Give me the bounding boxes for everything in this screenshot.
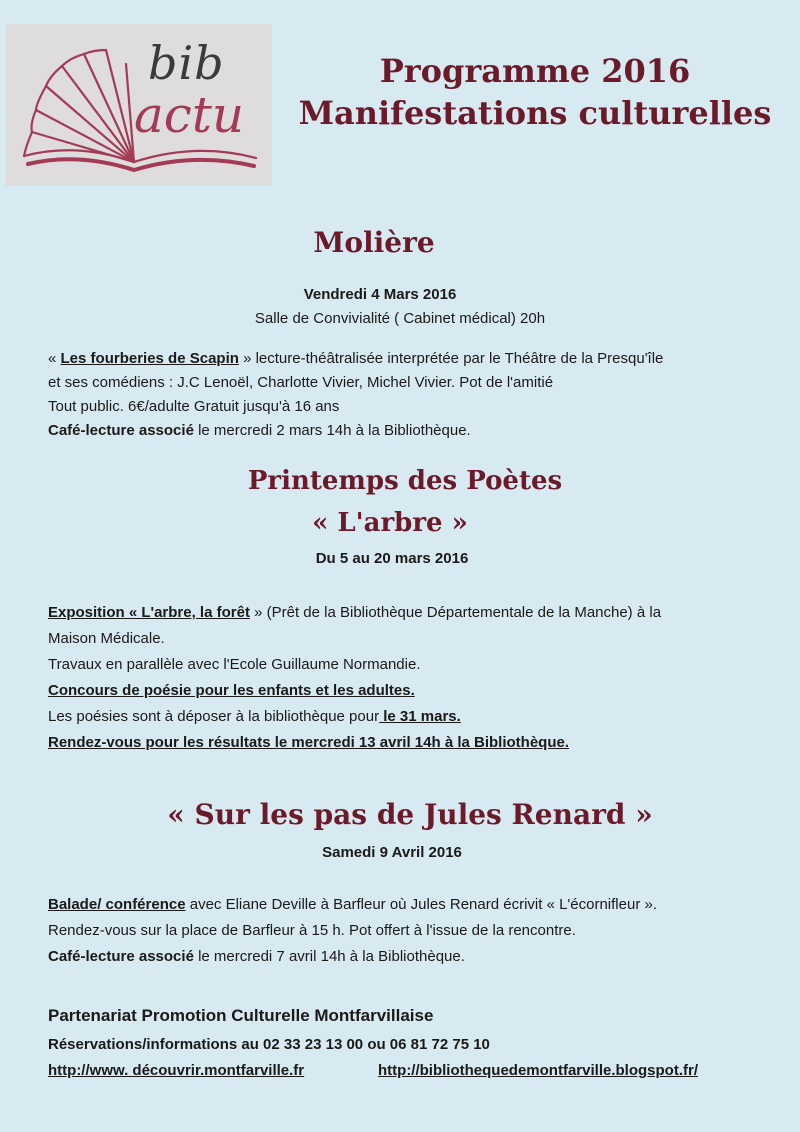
logo-word-bib: bib	[148, 36, 225, 90]
resultats-line: Rendez-vous pour les résultats le mercredi 13 avril 14h à la Bibliothèque.	[48, 734, 570, 751]
moliere-line-1	[48, 350, 663, 367]
moliere-date: Vendredi 4 Mars 2016	[303, 286, 457, 303]
scapin-title: Les fourberies de Scapin	[60, 350, 239, 367]
moliere-line-4-rest: le mercredi 2 mars 14h à la Bibliothèque.	[193, 422, 471, 439]
renard-line-1	[48, 896, 657, 913]
exposition-link: Exposition « L'arbre, la forêt	[48, 604, 250, 621]
arbre-heading: « L'arbre »	[312, 508, 468, 538]
cafe-lecture-label-2: Café-lecture associé	[48, 948, 194, 965]
deposit-text: Les poésies sont à déposer à la bibliothèque pour	[48, 708, 380, 725]
printemps-line-1	[48, 604, 661, 621]
printemps-line-5	[48, 708, 461, 725]
deposit-date: le 31 mars.	[379, 708, 461, 725]
phone-line: Réservations/informations au 02 33 23 13 00 ou 06 81 72 75 10	[48, 1036, 490, 1053]
quote-open: «	[48, 350, 61, 367]
renard-heading: « Sur les pas de Jules Renard »	[167, 798, 653, 831]
printemps-dates: Du 5 au 20 mars 2016	[315, 550, 469, 567]
moliere-line-3: Tout public. 6€/adulte Gratuit jusqu'à 16 ans	[48, 398, 340, 415]
bibactu-logo	[6, 24, 272, 186]
renard-line-1-rest: avec Eliane Deville à Barfleur où Jules Renard écrivit « L'écornifleur ».	[185, 896, 657, 913]
logo-word-actu: actu	[134, 86, 245, 144]
partner-line: Partenariat Promotion Culturelle Montfarvillaise	[48, 1006, 434, 1025]
renard-date: Samedi 9 Avril 2016	[322, 844, 462, 861]
renard-line-2: Rendez-vous sur la place de Barfleur à 15 h. Pot offert à l'issue de la rencontre.	[48, 922, 576, 939]
balade-link: Balade/ conférence	[48, 896, 186, 913]
moliere-line-1-rest: » lecture-théâtralisée interprétée par le Théâtre de la Presqu'île	[238, 350, 664, 367]
moliere-line-2: et ses comédiens : J.C Lenoël, Charlotte Vivier, Michel Vivier. Pot de l'amitié	[48, 374, 554, 391]
printemps-heading: Printemps des Poètes	[247, 466, 563, 496]
renard-line-3	[48, 948, 465, 965]
programme-title: Programme 2016	[379, 52, 691, 90]
renard-line-3-rest: le mercredi 7 avril 14h à la Bibliothèque.	[193, 948, 465, 965]
blog-link[interactable]: http://bibliothequedemontfarville.blogspot.fr/	[378, 1062, 698, 1079]
printemps-line-1-rest: » (Prêt de la Bibliothèque Départementale de la Manche) à la	[249, 604, 662, 621]
printemps-line-3: Travaux en parallèle avec l'Ecole Guillaume Normandie.	[48, 656, 421, 673]
moliere-venue: Salle de Convivialité ( Cabinet médical) 20h	[254, 310, 546, 327]
montfarville-link[interactable]: http://www. découvrir.montfarville.fr	[48, 1062, 305, 1079]
moliere-line-4	[48, 422, 471, 439]
concours-line: Concours de poésie pour les enfants et les adultes.	[48, 682, 415, 699]
printemps-line-2: Maison Médicale.	[48, 630, 165, 647]
moliere-heading: Molière	[313, 226, 435, 259]
programme-subtitle: Manifestations culturelles	[298, 94, 772, 132]
cafe-lecture-label: Café-lecture associé	[48, 422, 194, 439]
